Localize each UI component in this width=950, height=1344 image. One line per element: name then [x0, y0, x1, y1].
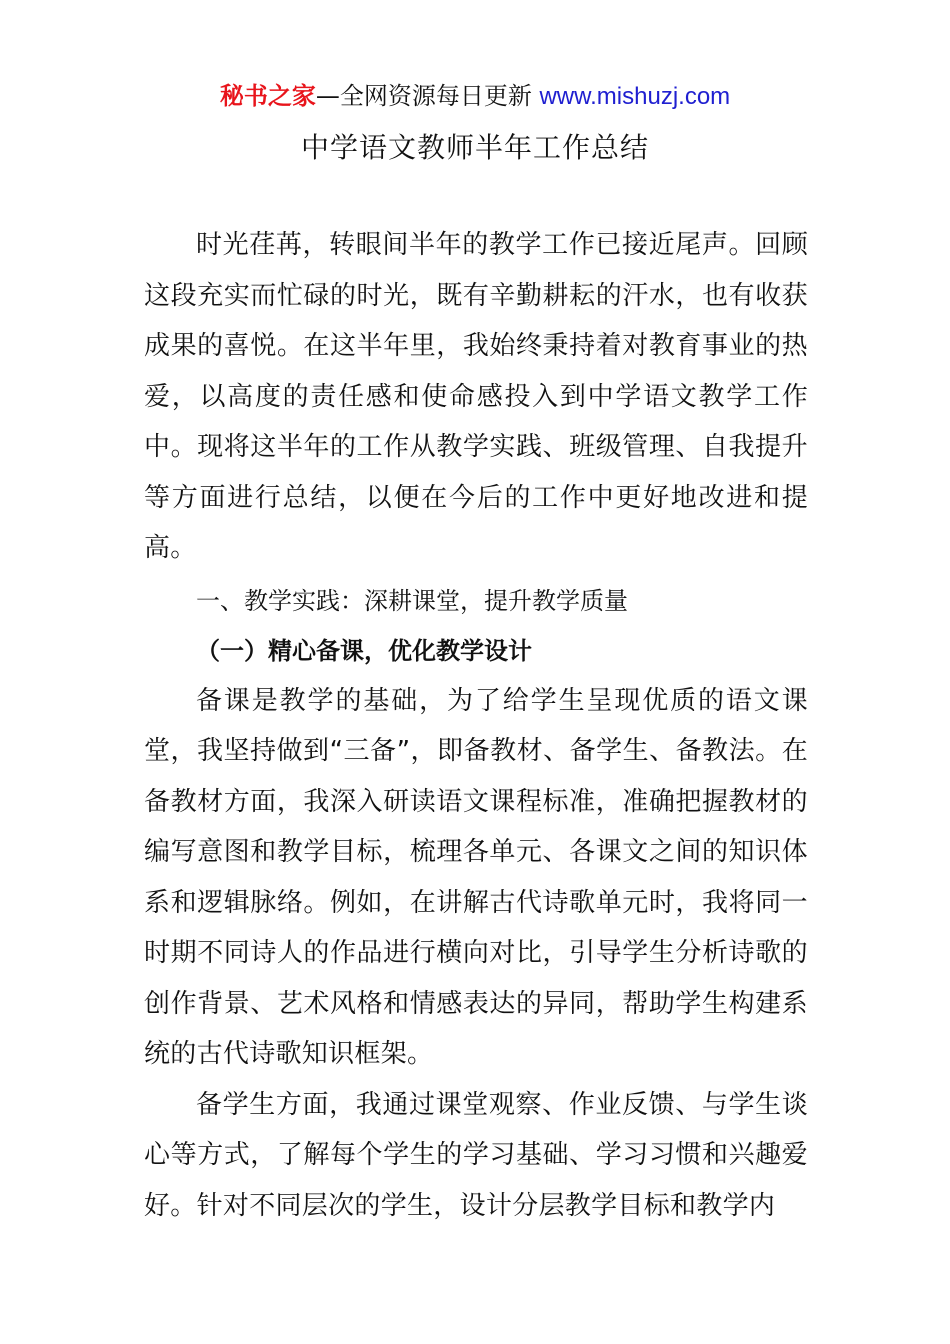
site-brand: 秘书之家 — [219, 82, 316, 110]
intro-paragraph: 时光荏苒，转眼间半年的教学工作已接近尾声。回顾这段充实而忙碌的时光，既有辛勤耕耘的汗水，也有收获成果的喜悦。在这半年里，我始终秉持着对教育事业的热爱，以高度的责任感和使命感投入到中学语文教学工作中。现将这半年的工作从教学实践、班级管理、自我提升等方面进行总结，以便在今后的工作中更好地改进和提高。 — [144, 230, 808, 563]
document-body — [144, 220, 808, 1231]
section-heading-teaching-practice: 一、教学实践：深耕课堂，提升教学质量 — [196, 586, 628, 615]
document-title: 中学语文教师半年工作总结 — [300, 131, 649, 164]
site-header — [0, 78, 950, 115]
site-tagline: —全网资源每日更新 — [315, 82, 540, 110]
site-url-link[interactable]: www.mishuzj.com — [539, 83, 731, 110]
body-paragraph: 备学生方面，我通过课堂观察、作业反馈、与学生谈心等方式，了解每个学生的学习基础、学习习惯和兴趣爱好。针对不同层次的学生，设计分层教学目标和教学内 — [144, 1089, 808, 1221]
body-paragraph: 备课是教学的基础，为了给学生呈现优质的语文课堂，我坚持做到“三备”，即备教材、备学生、备教法。在备教材方面，我深入研读语文课程标准，准确把握教材的编写意图和教学目标，梳理各单元、各课文之间的知识体系和逻辑脉络。例如，在讲解古代诗歌单元时，我将同一时期不同诗人的作品进行横向对比，引导学生分析诗歌的创作背景、艺术风格和情感表达的异同，帮助学生构建系统的古代诗歌知识框架。 — [144, 685, 808, 1069]
subsection-heading-lesson-prep: （一）精心备课，优化教学设计 — [196, 636, 532, 665]
